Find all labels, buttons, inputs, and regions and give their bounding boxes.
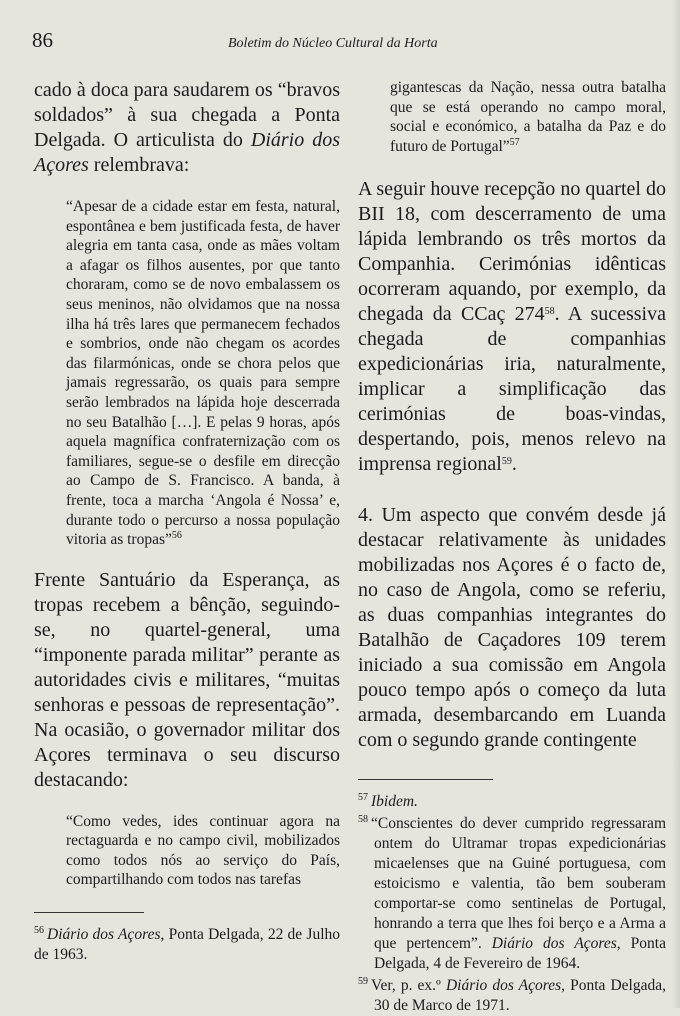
right-column [358,78,666,1016]
footnote-text: , Ponta Delgada, 22 de Julho de 1963. [34,926,340,964]
paragraph-text: relembrava: [88,154,190,176]
block-quote-continuation [390,78,666,156]
quote-text: “Apesar de a cidade estar em festa, natural, espontânea e bem justificada festa, de haver alegria em tanta casa, onde as mães voltam a afagar os filhos ausentes, por que tanto choraram, como se de novo embalassem os seus meninos, não olvidamos que na nossa ilha há três lares que permanecem fechados e sombrios, onde não chegam os acordes das filarmónicas, onde se chora pelos que jamais regressarão, os quais para sempre serão lembrados na lápida hoje descerrada no seu Batalhão […]. E pelas 9 horas, após aquela magnífica confraternização com os familiares, segue-se o desfile em direcção ao Campo de S. Francisco. A banda, à frente, toca a marcha ‘Angola é Nossa’ e, durante todo o percurso a nossa população vitoria as tropas” [66,198,340,549]
footnote-57 [358,792,666,812]
body-paragraph [34,78,340,178]
paragraph-text: . [511,453,517,476]
paragraph-text: . A sucessiva chegada de companhias expedicionárias iria, naturalmente, implicar a simplificação das cerimónias de boas-vindas, despertando, pois, menos relevo na imprensa regional [358,303,666,476]
newspaper-title: Diário dos Açores [47,926,161,944]
body-paragraph: 4. Um aspecto que convém desde já destacar relativamente às unidades mobilizadas nos Açores é o facto de, no caso de Angola, como se referiu, as duas companhias integrantes do Batalhão de Caçadores 109 terem iniciado a sua comissão em Angola pouco tempo após o começo da luta armada, desembarcando em Luanda com o segundo grande contingente [358,504,666,752]
quote-text: gigantescas da Nação, nessa outra batalha que se está operando no campo moral, social e económico, a batalha da Paz e do futuro de Portugal” [390,79,666,155]
newspaper-title: Diário dos Açores [445,977,562,995]
footnote-separator [34,912,144,913]
footnote-reference: 57 [509,136,520,148]
newspaper-title: Diário dos Açores [34,129,341,176]
footnote-text: Ver, p. ex.º [371,977,446,995]
left-column [34,78,340,965]
footnote-number: 57 [358,792,368,804]
footnote-text: Ibidem. [371,793,418,811]
footnote-text: “Conscientes do dever cumprido regressaram ontem do Ultramar tropas expedicionárias micaelenses que na Guiné portuguesa, com estoicismo e valentia, tão bem souberam comportar-se como sentinelas de Portugal, honrando a terra que lhes foi berço e a Arma a que pertencem”. [371,815,666,953]
footnote-58 [358,814,666,974]
footnote-number: 58 [358,814,368,826]
body-paragraph [358,177,666,477]
page-number: 86 [32,28,53,52]
footnote-text: , Ponta Delgada, 4 de Fevereiro de 1964. [374,935,666,973]
footnote-56 [34,925,340,965]
block-quote [66,197,340,550]
footnote-reference: 58 [544,306,555,318]
footnote-number: 59 [358,976,368,988]
footnote-number: 56 [34,925,44,937]
paragraph-text: cado à doca para saudarem os “bravos soldados” à sua chegada a Ponta Delgada. O articulista do [34,79,340,151]
running-title: Boletim do Núcleo Cultural da Horta [228,36,438,51]
page-edge-shadow [672,0,680,1008]
paragraph-text: A seguir houve recepção no quartel do BII 18, com descerramento de uma lápida lembrando os três mortos da Companhia. Cerimónias idênticas ocorreram aquando, por exemplo, da chegada da CCaç 274 [358,178,666,326]
footnote-text: , Ponta Delgada, 30 de Marco de 1971. [374,977,666,1015]
footnote-separator [358,779,493,780]
body-paragraph: Frente Santuário da Esperança, as tropas recebem a bênção, seguindo-se, no quartel-general, uma “imponente parada militar” perante as autoridades civis e militares, “muitas senhoras e pessoas de representação”. Na ocasião, o governador militar dos Açores terminava o seu discurso destacando: [34,568,340,791]
footnote-reference: 59 [501,456,512,468]
newspaper-title: Diário dos Açores [491,935,617,953]
footnote-59 [358,976,666,1016]
footnote-reference: 56 [171,530,182,542]
block-quote: “Como vedes, ides continuar agora na rectaguarda e no campo civil, mobilizados como todos nós ao serviço do País, compartilhando com todos nas tarefas [66,812,340,889]
